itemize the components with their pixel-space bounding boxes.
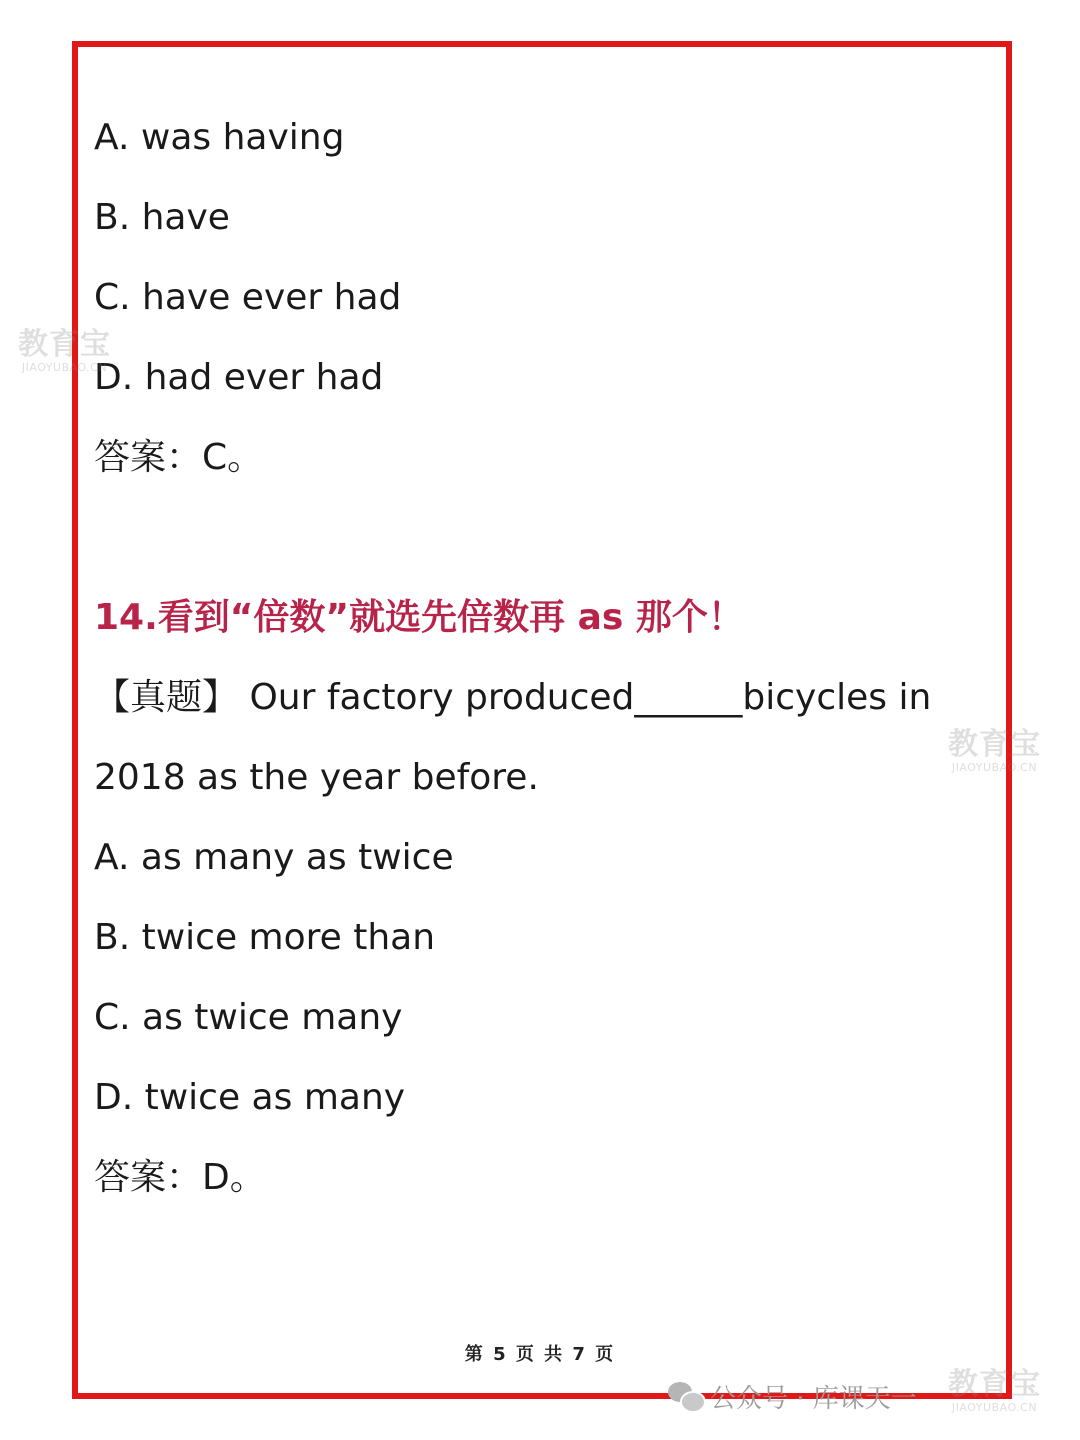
watermark-bottom-en: JIAOYUBAO.CN — [951, 1401, 1038, 1414]
q13-option-c: C. have ever had — [94, 277, 402, 318]
watermark-right-cn: 教育宝 — [948, 727, 1041, 762]
page-number-footer: 第 5 页 共 7 页 — [464, 1344, 616, 1365]
q14-heading: 14.看到“倍数”就选先倍数再 as 那个！ — [94, 597, 744, 638]
q13-option-d: D. had ever had — [94, 357, 384, 398]
wechat-icon — [668, 1382, 702, 1410]
watermark-right — [948, 728, 1041, 774]
wechat-caption-text: 公众号 · 库课天一 — [710, 1383, 917, 1414]
wechat-caption — [668, 1378, 917, 1414]
watermark-bottom — [948, 1368, 1041, 1414]
watermark-right-en: JIAOYUBAO.CN — [951, 761, 1038, 774]
watermark-left — [18, 328, 111, 374]
watermark-bottom-cn: 教育宝 — [948, 1367, 1041, 1402]
q14-option-d: D. twice as many — [94, 1077, 406, 1118]
q14-question-line1: 【真题】 Our factory produced______bicycles in — [94, 677, 932, 718]
q14-option-a: A. as many as twice — [94, 837, 454, 878]
q14-option-b: B. twice more than — [94, 917, 436, 958]
q14-answer: 答案：D。 — [94, 1157, 266, 1198]
watermark-left-cn: 教育宝 — [18, 327, 111, 362]
q14-question-line2: 2018 as the year before. — [94, 757, 539, 798]
q13-option-b: B. have — [94, 197, 230, 238]
q13-option-a: A. was having — [94, 117, 345, 158]
q13-answer: 答案：C。 — [94, 437, 264, 478]
watermark-left-en: JIAOYUBAO.CN — [21, 361, 108, 374]
q14-option-c: C. as twice many — [94, 997, 403, 1038]
